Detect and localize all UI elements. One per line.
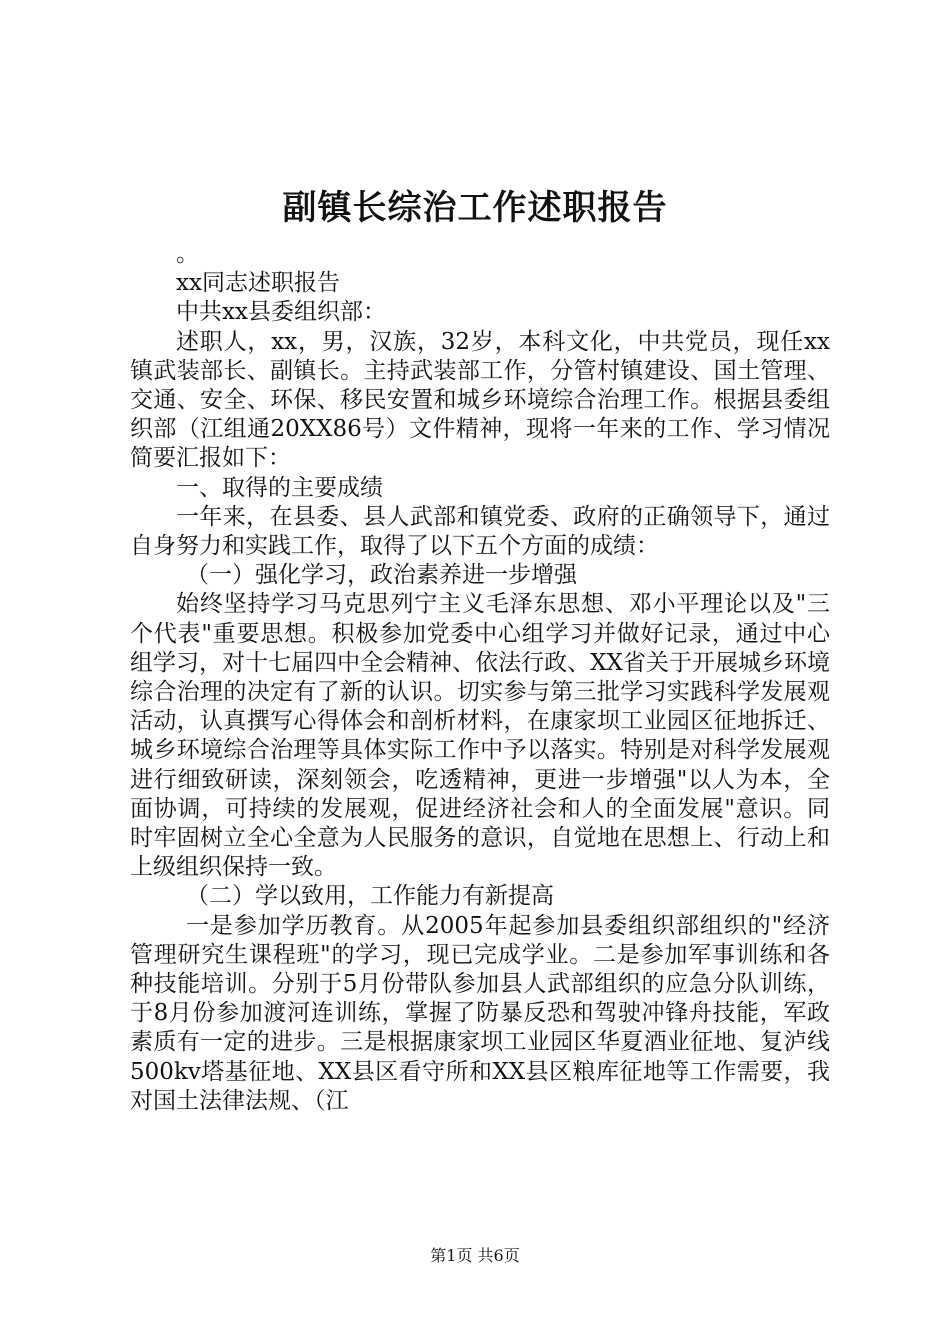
subsection-heading-2: （二）学以致用，工作能力有新提高 [186,883,554,910]
report-subtitle: xx同志述职报告 [176,270,340,297]
subsection-heading-1: （一）强化学习，政治素养进一步增强 [186,562,577,589]
page-footer: 第1页 共6页 [430,1246,520,1265]
paragraph-training: 一是参加学历教育。从2005年起参加县委组织部组织的"经济管理研究生课程班"的学习，现已完成学业。二是参加军事训练和各种技能培训。分别于5月份带队参加县人武部组织的应急分队训练，于8月份参加渡河连训练，掌握了防暴反恐和驾驶冲锋舟技能，军政素质有一定的进步。三是根据康家坝工业园区华夏酒业征地、复泸线500kv塔基征地、XX县区看守所和XX县区粮库征地等工作需要，我对国土法律法规、（江 [130,912,830,1114]
addressee: 中共xx县委组织部： [176,299,386,326]
document-title: 副镇长综治工作述职报告 [282,188,668,228]
document-body [130,240,830,1116]
paragraph-intro: 述职人，xx，男，汉族，32岁，本科文化，中共党员，现任xx镇武装部长、副镇长。主持武装部工作，分管村镇建设、国土管理、交通、安全、环保、移民安置和城乡环境综合治理工作。根据县委组织部（江组通20XX86号）文件精神，现将一年来的工作、学习情况简要汇报如下： [130,328,830,472]
paragraph-mark: 。 [176,241,199,267]
paragraph-study: 始终坚持学习马克思列宁主义毛泽东思想、邓小平理论以及"三个代表"重要思想。积极参加党委中心组学习并做好记录，通过中心组学习，对十七届四中全会精神、依法行政、XX省关于开展城乡环境综合治理的决定有了新的认识。切实参与第三批学习实践科学发展观活动，认真撰写心得体会和剖析材料，在康家坝工业园区征地拆迁、城乡环境综合治理等具体实际工作中予以落实。特别是对科学发展观进行细致研读，深刻领会，吃透精神，更进一步增强"以人为本，全面协调，可持续的发展观，促进经济社会和人的全面发展"意识。同时牢固树立全心全意为人民服务的意识，自觉地在思想上、行动上和上级组织保持一致。 [130,591,830,881]
section-heading-1: 一、取得的主要成绩 [176,474,383,501]
paragraph-overview: 一年来，在县委、县人武部和镇党委、政府的正确领导下，通过自身努力和实践工作，取得了以下五个方面的成绩： [130,503,830,560]
